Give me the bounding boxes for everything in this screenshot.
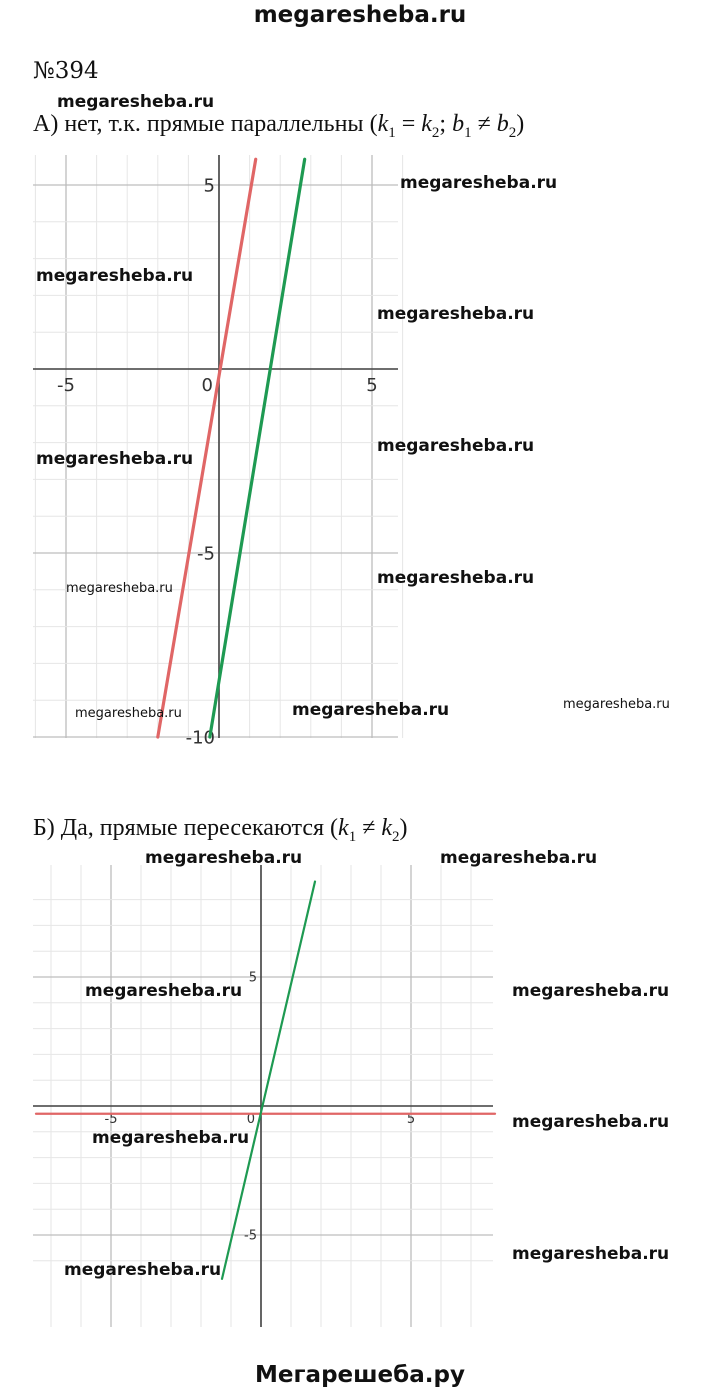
watermark: megaresheba.ru — [512, 1244, 670, 1264]
watermark: megaresheba.ru — [145, 848, 303, 868]
x-tick-label: 5 — [366, 375, 378, 396]
x-tick-label: 5 — [406, 1112, 416, 1127]
x-tick-label: -5 — [57, 375, 75, 396]
watermark: megaresheba.ru — [377, 304, 535, 324]
watermark-small: megaresheba.ru — [66, 581, 173, 596]
watermark: megaresheba.ru — [292, 700, 450, 720]
part-b-condition: $(k_1 \ne k_2)$ — [330, 815, 408, 845]
y-tick-label: -5 — [197, 543, 215, 565]
site-title: megaresheba.ru — [253, 2, 467, 28]
y-tick-label: 5 — [203, 175, 215, 197]
watermark: megaresheba.ru — [400, 173, 558, 193]
watermark: megaresheba.ru — [64, 1260, 222, 1280]
part-a-text: А) нет, т.к. прямые параллельны — [33, 111, 364, 137]
watermark: megaresheba.ru — [92, 1128, 250, 1148]
watermark-small: megaresheba.ru — [563, 697, 670, 712]
watermark-small: megaresheba.ru — [75, 706, 182, 721]
watermark: megaresheba.ru — [36, 449, 194, 469]
y-tick-label: 5 — [248, 970, 257, 986]
part-b-text: Б) Да, прямые пересекаются — [33, 815, 325, 841]
y-tick-label: -5 — [244, 1228, 257, 1244]
watermark: megaresheba.ru — [57, 92, 215, 112]
y-tick-label: -10 — [185, 727, 215, 749]
x-tick-label: 0 — [201, 375, 213, 396]
problem-number: №394 — [33, 58, 99, 84]
watermark: megaresheba.ru — [440, 848, 598, 868]
footer-title: Мегарешеба.ру — [255, 1362, 465, 1388]
watermark: megaresheba.ru — [512, 981, 670, 1001]
x-tick-label: 0 — [246, 1112, 255, 1127]
watermark: megaresheba.ru — [85, 981, 243, 1001]
x-tick-label: -5 — [104, 1112, 118, 1127]
watermark: megaresheba.ru — [512, 1112, 670, 1132]
watermark: megaresheba.ru — [377, 568, 535, 588]
part-a-condition: ($k_1 = k_2$; $b_1 \ne b_2$) — [369, 111, 525, 141]
watermark: megaresheba.ru — [377, 436, 535, 456]
watermark: megaresheba.ru — [36, 266, 194, 286]
